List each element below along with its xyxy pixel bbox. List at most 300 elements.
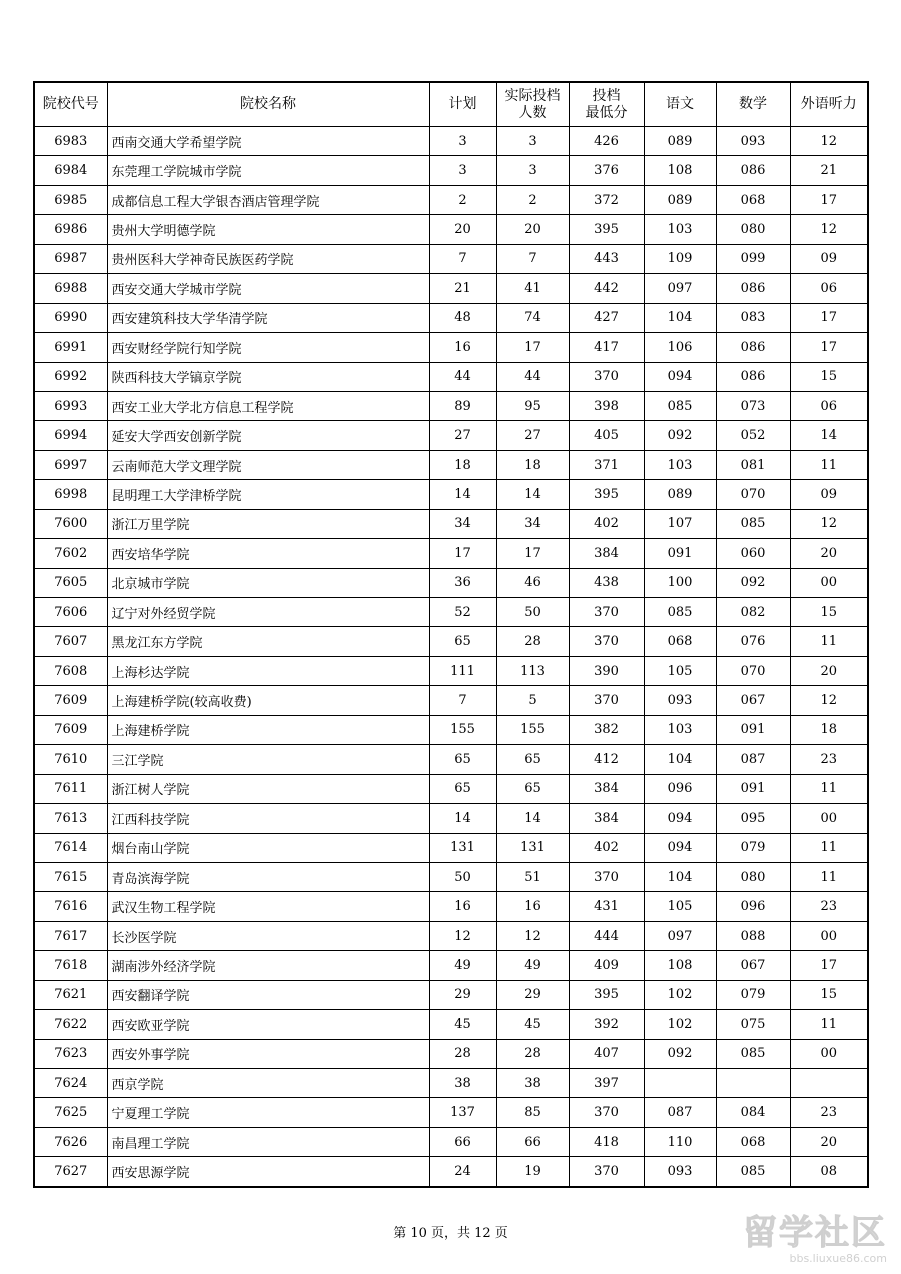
math-score-cell: 073: [716, 391, 790, 420]
listening-score-cell: 17: [790, 951, 868, 980]
math-score-cell: 085: [716, 509, 790, 538]
actual-count-cell: 20: [496, 215, 569, 244]
table-row: [34, 450, 868, 479]
actual-count-cell: 3: [496, 127, 569, 156]
school-code-cell: 6984: [34, 156, 107, 185]
watermark-url: bbs.liuxue86.com: [789, 1252, 887, 1265]
chinese-score-cell: 106: [644, 333, 716, 362]
math-score-cell: 088: [716, 921, 790, 950]
listening-score-cell: 23: [790, 745, 868, 774]
chinese-score-cell: 092: [644, 1039, 716, 1068]
table-row: [34, 951, 868, 980]
chinese-score-cell: 108: [644, 156, 716, 185]
math-score-cell: 075: [716, 1010, 790, 1039]
school-code-cell: 6997: [34, 450, 107, 479]
school-code-cell: 6994: [34, 421, 107, 450]
listening-score-cell: 23: [790, 1098, 868, 1127]
plan-count-cell: 36: [429, 568, 496, 597]
actual-count-cell: 95: [496, 391, 569, 420]
listening-score-cell: 11: [790, 833, 868, 862]
table-row: [34, 804, 868, 833]
plan-count-cell: 16: [429, 892, 496, 921]
math-score-cell: 080: [716, 215, 790, 244]
min-score-cell: 418: [569, 1127, 644, 1156]
watermark-logo: [727, 1214, 887, 1270]
math-score-cell: 067: [716, 951, 790, 980]
plan-count-cell: 21: [429, 274, 496, 303]
school-code-cell: 7606: [34, 598, 107, 627]
chinese-score-cell: 102: [644, 980, 716, 1009]
actual-count-cell: 28: [496, 1039, 569, 1068]
plan-count-cell: 3: [429, 156, 496, 185]
chinese-score-cell: 107: [644, 509, 716, 538]
chinese-score-cell: 093: [644, 686, 716, 715]
table-row: [34, 1069, 868, 1098]
table-row: [34, 598, 868, 627]
school-name-cell: 西安财经学院行知学院: [107, 333, 429, 362]
actual-count-cell: 66: [496, 1127, 569, 1156]
school-code-cell: 7613: [34, 804, 107, 833]
chinese-score-cell: 104: [644, 745, 716, 774]
chinese-score-cell: 091: [644, 539, 716, 568]
watermark-text: 留学社区: [743, 1213, 887, 1253]
table-row: [34, 745, 868, 774]
actual-count-cell: 44: [496, 362, 569, 391]
actual-count-cell: 29: [496, 980, 569, 1009]
math-score-cell: 082: [716, 598, 790, 627]
listening-score-cell: 12: [790, 215, 868, 244]
actual-count-cell: 27: [496, 421, 569, 450]
math-score-cell: 092: [716, 568, 790, 597]
table-row: [34, 185, 868, 214]
math-score-cell: 083: [716, 303, 790, 332]
listening-score-cell: 15: [790, 598, 868, 627]
school-code-cell: 7627: [34, 1157, 107, 1187]
math-score-cell: 067: [716, 686, 790, 715]
chinese-score-cell: 102: [644, 1010, 716, 1039]
min-score-cell: 371: [569, 450, 644, 479]
math-score-cell: 085: [716, 1157, 790, 1187]
table-row: [34, 303, 868, 332]
plan-count-cell: 28: [429, 1039, 496, 1068]
math-score-cell: 099: [716, 244, 790, 273]
min-score-cell: 397: [569, 1069, 644, 1098]
min-score-cell: 444: [569, 921, 644, 950]
listening-score-cell: 00: [790, 568, 868, 597]
school-code-cell: 7623: [34, 1039, 107, 1068]
listening-score-cell: 11: [790, 774, 868, 803]
min-score-cell: 384: [569, 539, 644, 568]
listening-score-cell: 00: [790, 804, 868, 833]
school-name-cell: 云南师范大学文理学院: [107, 450, 429, 479]
min-score-cell: 384: [569, 804, 644, 833]
plan-count-cell: 20: [429, 215, 496, 244]
listening-score-cell: 21: [790, 156, 868, 185]
listening-score-cell: 11: [790, 450, 868, 479]
plan-count-cell: 48: [429, 303, 496, 332]
min-score-cell: 384: [569, 774, 644, 803]
school-code-cell: 6993: [34, 391, 107, 420]
table-row: [34, 1127, 868, 1156]
school-code-cell: 7616: [34, 892, 107, 921]
listening-score-cell: 00: [790, 1039, 868, 1068]
min-score-cell: 405: [569, 421, 644, 450]
listening-score-cell: 09: [790, 244, 868, 273]
plan-count-cell: 65: [429, 627, 496, 656]
min-score-cell: 370: [569, 862, 644, 891]
actual-count-cell: 38: [496, 1069, 569, 1098]
plan-count-cell: 155: [429, 715, 496, 744]
school-name-cell: 长沙医学院: [107, 921, 429, 950]
math-score-cell: 095: [716, 804, 790, 833]
min-score-cell: 407: [569, 1039, 644, 1068]
actual-count-cell: 34: [496, 509, 569, 538]
min-score-cell: 431: [569, 892, 644, 921]
table-row: [34, 127, 868, 156]
table-row: [34, 656, 868, 685]
math-score-cell: 096: [716, 892, 790, 921]
school-name-cell: 南昌理工学院: [107, 1127, 429, 1156]
page-number: 第 10 页，共 12 页: [393, 1226, 508, 1241]
math-score-cell: 079: [716, 980, 790, 1009]
plan-count-cell: 18: [429, 450, 496, 479]
plan-count-cell: 14: [429, 480, 496, 509]
school-name-cell: 上海建桥学院: [107, 715, 429, 744]
school-code-cell: 7602: [34, 539, 107, 568]
plan-count-cell: 12: [429, 921, 496, 950]
school-name-cell: 三江学院: [107, 745, 429, 774]
school-code-cell: 7611: [34, 774, 107, 803]
listening-score-cell: 15: [790, 362, 868, 391]
school-name-cell: 西安工业大学北方信息工程学院: [107, 391, 429, 420]
plan-count-cell: 29: [429, 980, 496, 1009]
plan-count-cell: 27: [429, 421, 496, 450]
school-name-cell: 上海杉达学院: [107, 656, 429, 685]
plan-count-cell: 7: [429, 686, 496, 715]
listening-score-cell: 11: [790, 627, 868, 656]
listening-score-cell: 17: [790, 333, 868, 362]
school-name-cell: 西安欧亚学院: [107, 1010, 429, 1039]
school-code-cell: 6988: [34, 274, 107, 303]
chinese-score-cell: 097: [644, 921, 716, 950]
col-header-name: 院校名称: [107, 82, 429, 127]
school-code-cell: 7609: [34, 686, 107, 715]
school-name-cell: 陕西科技大学镐京学院: [107, 362, 429, 391]
school-code-cell: 7608: [34, 656, 107, 685]
col-header-plan: 计划: [429, 82, 496, 127]
min-score-cell: 402: [569, 509, 644, 538]
school-name-cell: 贵州医科大学神奇民族医药学院: [107, 244, 429, 273]
plan-count-cell: 14: [429, 804, 496, 833]
math-score-cell: 079: [716, 833, 790, 862]
table-row: [34, 862, 868, 891]
min-score-cell: 382: [569, 715, 644, 744]
listening-score-cell: 23: [790, 892, 868, 921]
chinese-score-cell: 089: [644, 127, 716, 156]
math-score-cell: 087: [716, 745, 790, 774]
math-score-cell: 081: [716, 450, 790, 479]
listening-score-cell: 20: [790, 1127, 868, 1156]
plan-count-cell: 16: [429, 333, 496, 362]
min-score-cell: 370: [569, 362, 644, 391]
school-name-cell: 宁夏理工学院: [107, 1098, 429, 1127]
school-code-cell: 7625: [34, 1098, 107, 1127]
col-header-chinese: 语文: [644, 82, 716, 127]
table-row: [34, 421, 868, 450]
chinese-score-cell: 100: [644, 568, 716, 597]
actual-count-cell: 7: [496, 244, 569, 273]
admission-table: [33, 81, 869, 1188]
min-score-cell: 395: [569, 215, 644, 244]
chinese-score-cell: [644, 1069, 716, 1098]
school-code-cell: 6987: [34, 244, 107, 273]
chinese-score-cell: 103: [644, 215, 716, 244]
math-score-cell: 086: [716, 362, 790, 391]
actual-count-cell: 14: [496, 480, 569, 509]
col-header-listening: 外语听力: [790, 82, 868, 127]
actual-count-cell: 3: [496, 156, 569, 185]
plan-count-cell: 111: [429, 656, 496, 685]
min-score-cell: 409: [569, 951, 644, 980]
plan-count-cell: 89: [429, 391, 496, 420]
min-score-cell: 417: [569, 333, 644, 362]
school-code-cell: 7610: [34, 745, 107, 774]
school-code-cell: 7618: [34, 951, 107, 980]
chinese-score-cell: 096: [644, 774, 716, 803]
min-score-cell: 442: [569, 274, 644, 303]
min-score-cell: 395: [569, 480, 644, 509]
table-row: [34, 244, 868, 273]
school-name-cell: 东莞理工学院城市学院: [107, 156, 429, 185]
school-code-cell: 7605: [34, 568, 107, 597]
min-score-cell: 427: [569, 303, 644, 332]
table-row: [34, 480, 868, 509]
chinese-score-cell: 089: [644, 185, 716, 214]
table-row: [34, 362, 868, 391]
actual-count-cell: 65: [496, 774, 569, 803]
school-name-cell: 武汉生物工程学院: [107, 892, 429, 921]
school-name-cell: 西安培华学院: [107, 539, 429, 568]
table-row: [34, 568, 868, 597]
actual-count-cell: 65: [496, 745, 569, 774]
math-score-cell: 070: [716, 656, 790, 685]
chinese-score-cell: 089: [644, 480, 716, 509]
chinese-score-cell: 094: [644, 833, 716, 862]
actual-count-cell: 17: [496, 539, 569, 568]
actual-count-cell: 49: [496, 951, 569, 980]
table-row: [34, 980, 868, 1009]
actual-count-cell: 131: [496, 833, 569, 862]
plan-count-cell: 66: [429, 1127, 496, 1156]
listening-score-cell: 17: [790, 303, 868, 332]
math-score-cell: 091: [716, 715, 790, 744]
plan-count-cell: 38: [429, 1069, 496, 1098]
min-score-cell: 370: [569, 686, 644, 715]
min-score-cell: 438: [569, 568, 644, 597]
school-name-cell: 浙江万里学院: [107, 509, 429, 538]
math-score-cell: 068: [716, 185, 790, 214]
math-score-cell: 076: [716, 627, 790, 656]
plan-count-cell: 24: [429, 1157, 496, 1187]
table-row: [34, 1098, 868, 1127]
listening-score-cell: 15: [790, 980, 868, 1009]
chinese-score-cell: 104: [644, 303, 716, 332]
plan-count-cell: 52: [429, 598, 496, 627]
col-header-actual: 实际投档 人数: [496, 82, 569, 127]
chinese-score-cell: 068: [644, 627, 716, 656]
chinese-score-cell: 094: [644, 804, 716, 833]
table-row: [34, 1010, 868, 1039]
math-score-cell: 086: [716, 274, 790, 303]
min-score-cell: 370: [569, 627, 644, 656]
chinese-score-cell: 094: [644, 362, 716, 391]
math-score-cell: 084: [716, 1098, 790, 1127]
chinese-score-cell: 093: [644, 1157, 716, 1187]
actual-count-cell: 155: [496, 715, 569, 744]
chinese-score-cell: 092: [644, 421, 716, 450]
school-name-cell: 上海建桥学院(较高收费): [107, 686, 429, 715]
math-score-cell: 085: [716, 1039, 790, 1068]
chinese-score-cell: 103: [644, 450, 716, 479]
actual-count-cell: 45: [496, 1010, 569, 1039]
listening-score-cell: 17: [790, 185, 868, 214]
school-code-cell: 7617: [34, 921, 107, 950]
actual-count-cell: 17: [496, 333, 569, 362]
min-score-cell: 402: [569, 833, 644, 862]
listening-score-cell: 20: [790, 656, 868, 685]
table-body: [34, 127, 868, 1187]
school-code-cell: 6998: [34, 480, 107, 509]
math-score-cell: 060: [716, 539, 790, 568]
listening-score-cell: [790, 1069, 868, 1098]
chinese-score-cell: 104: [644, 862, 716, 891]
school-code-cell: 6983: [34, 127, 107, 156]
min-score-cell: 398: [569, 391, 644, 420]
chinese-score-cell: 110: [644, 1127, 716, 1156]
plan-count-cell: 131: [429, 833, 496, 862]
math-score-cell: 086: [716, 333, 790, 362]
min-score-cell: 372: [569, 185, 644, 214]
school-code-cell: 6991: [34, 333, 107, 362]
school-name-cell: 西安翻译学院: [107, 980, 429, 1009]
listening-score-cell: 12: [790, 686, 868, 715]
plan-count-cell: 3: [429, 127, 496, 156]
actual-count-cell: 74: [496, 303, 569, 332]
actual-count-cell: 85: [496, 1098, 569, 1127]
plan-count-cell: 7: [429, 244, 496, 273]
min-score-cell: 370: [569, 1098, 644, 1127]
school-name-cell: 青岛滨海学院: [107, 862, 429, 891]
min-score-cell: 390: [569, 656, 644, 685]
school-name-cell: 西安外事学院: [107, 1039, 429, 1068]
plan-count-cell: 137: [429, 1098, 496, 1127]
table-row: [34, 1157, 868, 1187]
listening-score-cell: 09: [790, 480, 868, 509]
math-score-cell: [716, 1069, 790, 1098]
actual-count-cell: 12: [496, 921, 569, 950]
chinese-score-cell: 097: [644, 274, 716, 303]
actual-count-cell: 5: [496, 686, 569, 715]
chinese-score-cell: 105: [644, 892, 716, 921]
school-name-cell: 西安思源学院: [107, 1157, 429, 1187]
listening-score-cell: 11: [790, 1010, 868, 1039]
table-row: [34, 215, 868, 244]
chinese-score-cell: 108: [644, 951, 716, 980]
math-score-cell: 086: [716, 156, 790, 185]
chinese-score-cell: 103: [644, 715, 716, 744]
min-score-cell: 412: [569, 745, 644, 774]
school-code-cell: 6986: [34, 215, 107, 244]
min-score-cell: 392: [569, 1010, 644, 1039]
school-name-cell: 黑龙江东方学院: [107, 627, 429, 656]
chinese-score-cell: 085: [644, 391, 716, 420]
min-score-cell: 426: [569, 127, 644, 156]
min-score-cell: 443: [569, 244, 644, 273]
math-score-cell: 080: [716, 862, 790, 891]
school-name-cell: 延安大学西安创新学院: [107, 421, 429, 450]
plan-count-cell: 34: [429, 509, 496, 538]
math-score-cell: 052: [716, 421, 790, 450]
school-code-cell: 7609: [34, 715, 107, 744]
table-row: [34, 627, 868, 656]
school-name-cell: 昆明理工大学津桥学院: [107, 480, 429, 509]
actual-count-cell: 28: [496, 627, 569, 656]
actual-count-cell: 2: [496, 185, 569, 214]
listening-score-cell: 08: [790, 1157, 868, 1187]
school-name-cell: 西京学院: [107, 1069, 429, 1098]
actual-count-cell: 18: [496, 450, 569, 479]
actual-count-cell: 41: [496, 274, 569, 303]
school-name-cell: 湖南涉外经济学院: [107, 951, 429, 980]
listening-score-cell: 12: [790, 127, 868, 156]
plan-count-cell: 17: [429, 539, 496, 568]
chinese-score-cell: 087: [644, 1098, 716, 1127]
actual-count-cell: 16: [496, 892, 569, 921]
table-row: [34, 892, 868, 921]
school-code-cell: 7621: [34, 980, 107, 1009]
plan-count-cell: 49: [429, 951, 496, 980]
math-score-cell: 091: [716, 774, 790, 803]
col-header-math: 数学: [716, 82, 790, 127]
min-score-cell: 370: [569, 598, 644, 627]
actual-count-cell: 19: [496, 1157, 569, 1187]
listening-score-cell: 06: [790, 391, 868, 420]
school-code-cell: 7600: [34, 509, 107, 538]
col-header-code: 院校代号: [34, 82, 107, 127]
school-code-cell: 7614: [34, 833, 107, 862]
actual-count-cell: 113: [496, 656, 569, 685]
plan-count-cell: 65: [429, 774, 496, 803]
chinese-score-cell: 109: [644, 244, 716, 273]
header-row: [34, 82, 868, 127]
table-row: [34, 333, 868, 362]
school-code-cell: 6992: [34, 362, 107, 391]
table-row: [34, 715, 868, 744]
chinese-score-cell: 105: [644, 656, 716, 685]
school-name-cell: 贵州大学明德学院: [107, 215, 429, 244]
school-name-cell: 辽宁对外经贸学院: [107, 598, 429, 627]
listening-score-cell: 14: [790, 421, 868, 450]
actual-count-cell: 46: [496, 568, 569, 597]
plan-count-cell: 50: [429, 862, 496, 891]
min-score-cell: 376: [569, 156, 644, 185]
plan-count-cell: 44: [429, 362, 496, 391]
table-row: [34, 509, 868, 538]
school-name-cell: 浙江树人学院: [107, 774, 429, 803]
table-row: [34, 833, 868, 862]
col-header-min-score: 投档 最低分: [569, 82, 644, 127]
actual-count-cell: 51: [496, 862, 569, 891]
